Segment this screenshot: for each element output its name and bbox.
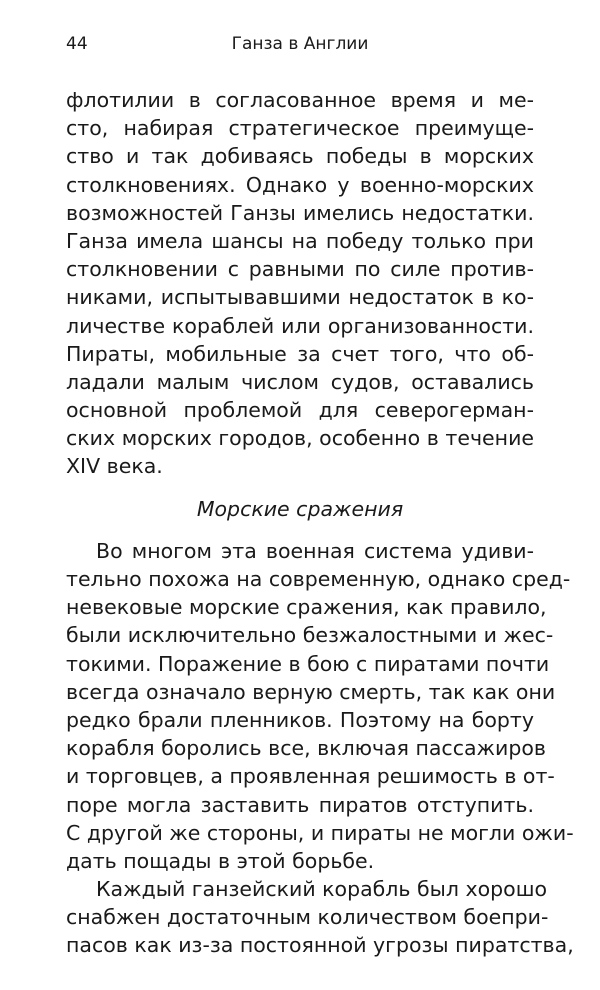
text-line: основной проблемой для северогерман- [66,398,534,423]
text-line: ладали малым числом судов, оставались [66,369,534,394]
text-line: токими. Поражение в бою с пиратами почти [66,651,550,676]
text-line: и торговцев, а проявленная решимость в от- [66,764,555,789]
text-line: XIV века. [66,454,163,479]
book-title: Ганза в Англии [231,34,369,54]
text-line: ство и так добиваясь победы в морских [66,144,534,169]
text-line: были исключительно безжалостными и жес- [66,623,554,648]
body-text [66,86,574,960]
running-head [66,32,534,56]
text-line: С другой же стороны, и пираты не могли ожи- [66,820,574,845]
text-line: тельно похожа на современную, однако сред- [66,567,571,591]
paragraph-3 [66,875,574,960]
text-line: невековые морские сражения, как правило, [66,595,547,620]
text-line: столкновении с равными по силе против- [66,257,534,282]
text-line: возможностей Ганзы имелись недостатки. [66,200,534,225]
page-number: 44 [66,34,88,54]
text-line: флотилии в согласованное время и ме- [66,88,534,112]
text-line: Во многом эта военная система удиви- [96,538,534,563]
text-line: Пираты, мобильные за счет того, что об- [66,341,534,366]
text-line: всегда означало верную смерть, так как они [66,679,556,704]
paragraph-2 [66,537,574,875]
paragraph-1 [66,86,534,481]
text-line: дать пощады в этой борьбе. [66,848,375,873]
text-line: поре могла заставить пиратов отступить. [66,792,534,817]
text-line: никами, испытывавшими недостаток в ко- [66,285,534,310]
text-line: Ганза имела шансы на победу только при [66,228,534,253]
section-heading: Морские сражения [196,496,404,521]
text-line: снабжен достаточным количеством боепри- [66,905,549,930]
text-line: личестве кораблей или организованности. [66,313,534,338]
text-line: сто, набирая стратегическое преимуще- [66,116,534,141]
text-line: ских морских городов, особенно в течение [66,426,534,451]
text-line: пасов как из-за постоянной угрозы пиратства, [66,933,574,958]
text-line: корабля боролись все, включая пассажиров [66,736,546,761]
text-line: редко брали пленников. Поэтому на борту [66,707,534,732]
text-line: столкновениях. Однако у военно-морских [66,172,534,197]
text-line: Каждый ганзейский корабль был хорошо [96,877,547,902]
